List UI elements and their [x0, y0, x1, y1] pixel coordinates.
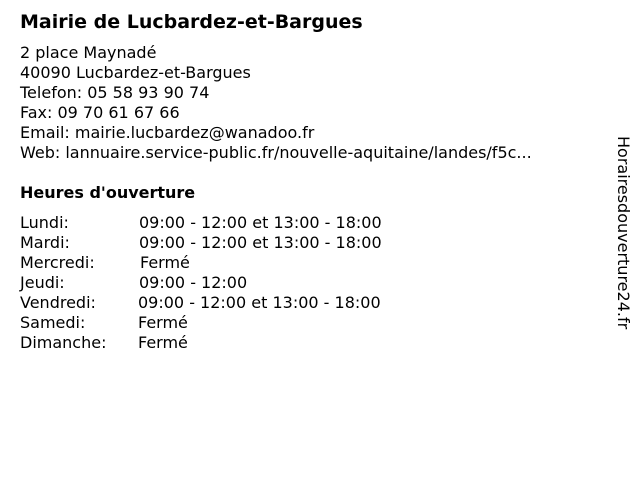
site-watermark: Horairesdouverture24.fr	[614, 136, 633, 330]
day-label: Lundi:	[20, 213, 69, 232]
hours-heading: Heures d'ouverture	[20, 183, 196, 202]
phone-line: Telefon: 05 58 93 90 74	[20, 83, 210, 102]
day-hours: 09:00 - 12:00 et 13:00 - 18:00	[138, 293, 381, 312]
web-line: Web: lannuaire.service-public.fr/nouvelle-aquitaine/landes/f5c...	[20, 143, 532, 162]
day-label: Vendredi:	[20, 293, 96, 312]
fax-line: Fax: 09 70 61 67 66	[20, 103, 180, 122]
day-label: Jeudi:	[20, 273, 65, 292]
address-street: 2 place Maynadé	[20, 43, 157, 62]
address-city: 40090 Lucbardez-et-Bargues	[20, 63, 251, 82]
contact-block	[20, 43, 532, 163]
day-hours: 09:00 - 12:00 et 13:00 - 18:00	[139, 233, 382, 252]
day-hours: Fermé	[140, 253, 190, 272]
day-label: Samedi:	[20, 313, 86, 332]
day-label: Dimanche:	[20, 333, 107, 352]
email-line: Email: mairie.lucbardez@wanadoo.fr	[20, 123, 315, 142]
day-label: Mardi:	[20, 233, 70, 252]
day-hours: Fermé	[138, 333, 188, 352]
day-hours: 09:00 - 12:00 et 13:00 - 18:00	[139, 213, 382, 232]
day-hours: 09:00 - 12:00	[139, 273, 248, 292]
day-hours: Fermé	[138, 313, 188, 332]
page-title: Mairie de Lucbardez-et-Bargues	[20, 11, 363, 33]
day-label: Mercredi:	[20, 253, 95, 272]
